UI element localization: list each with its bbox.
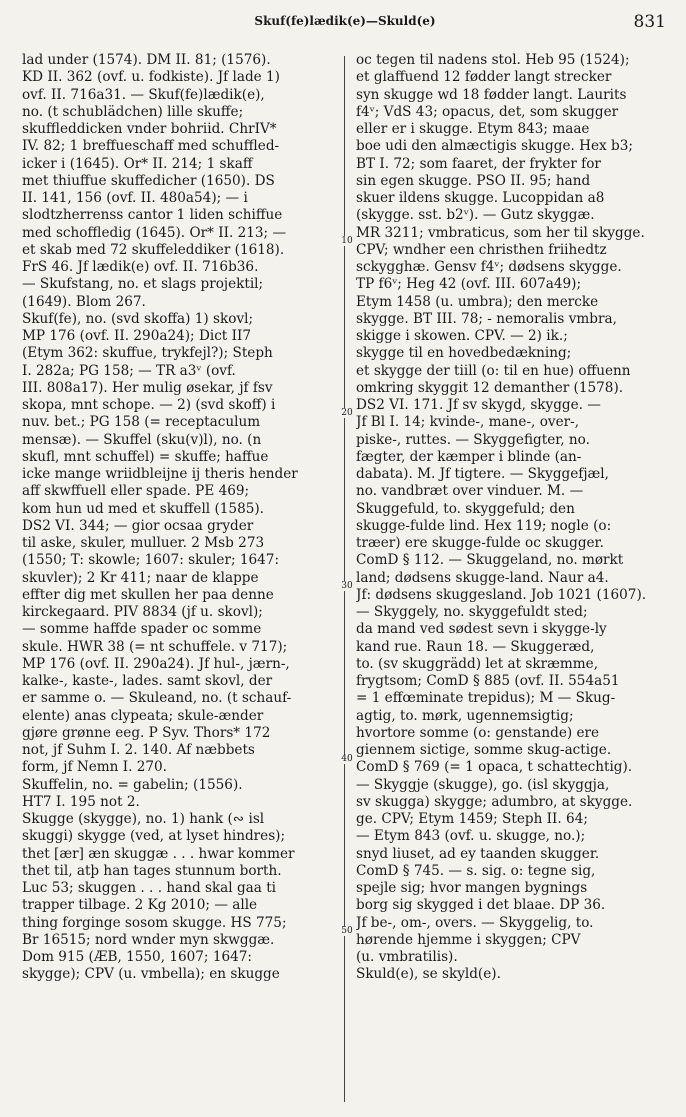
text-line: not, jf Suhm I. 2. 140. Af næbbets <box>22 742 255 758</box>
text-line: kand rue. Raun 18. — Skuggeræd, <box>356 638 595 655</box>
text-line: — Skufstang, no. et slags projektil; <box>22 276 264 293</box>
text-line: træer) ere skugge-fulde oc skugger. <box>356 535 604 551</box>
text-line: et glaffuend 12 fødder langt strecker <box>356 69 612 86</box>
text-line: agtig, to. mørk, ugennemsigtig; <box>356 707 574 724</box>
text-line: skuffleddicken vnder bohriid. ChrIV* <box>22 121 277 137</box>
text-line: skuvler); 2 Kr 411; naar de klappe <box>22 569 259 586</box>
text-line: DS2 VI. 344; — gior ocsaa gryder <box>22 517 254 534</box>
text-line: form, jf Nemn I. 270. <box>22 759 167 776</box>
right-column <box>356 52 672 984</box>
text-line: er samme o. — Skuleand, no. (t schauf- <box>22 690 292 707</box>
text-line: no. (t schublädchen) lille skuffe; <box>22 103 244 120</box>
text-line: spejle sig; hvor mangen bygnings <box>356 880 588 896</box>
text-line: = 1 effœminate trepidus); M — Skug- <box>356 690 616 707</box>
text-line: Jf: dødsens skuggesland. Job 1021 (1607). <box>356 586 647 603</box>
line-number-30: 30 <box>339 581 355 591</box>
text-line: Br 16515; nord wnder myn skwggæ. <box>22 931 275 948</box>
text-line: — Etym 843 (ovf. u. skugge, no.); <box>356 828 586 845</box>
text-line: Jf Bl I. 14; kvinde-, mane-, over-, <box>356 414 580 431</box>
text-line: kom hun ud med et skuffell (1585). <box>22 500 264 517</box>
text-line: et skygge der tiill (o: til en hue) offuenn <box>356 362 631 379</box>
page-header <box>20 14 670 36</box>
text-line: skufl, mnt schuffel) = skuffe; haffue <box>22 448 269 465</box>
text-line: skuggi) skygge (ved, at lyset hindres); <box>22 828 286 845</box>
text-line: sin egen skugge. PSO II. 95; hand <box>356 172 591 189</box>
text-line: hørende hjemme i skyggen; CPV <box>356 931 581 948</box>
text-line: giennem sictige, somme skug-actige. <box>356 742 612 758</box>
text-line: Jf be-, om-, overs. — Skyggelig, to. <box>356 914 594 931</box>
text-line: FrS 46. Jf lædik(e) ovf. II. 716b36. <box>22 259 259 275</box>
text-line: eller er i skugge. Etym 843; maae <box>356 121 590 137</box>
text-line: (1550; T: skowle; 1607: skuler; 1647: <box>22 552 280 569</box>
text-line: frygtsom; ComD § 885 (ovf. II. 554a51 <box>356 673 620 689</box>
text-line: ge. CPV; Etym 1459; Steph II. 64; <box>356 811 588 827</box>
text-line: CPV; wndher een christhen friihedtz <box>356 241 607 258</box>
text-line: ComD § 769 (= 1 opaca, t schattechtig). <box>356 759 633 776</box>
text-line: fægter, der kæmper i blinde (an- <box>356 448 582 465</box>
text-line: III. 808a17). Her mulig øsekar, jf fsv <box>22 379 273 396</box>
text-line: — Skyggje (skugge), go. (isl skyggja, <box>356 776 610 793</box>
text-line: Skuf(fe), no. (svd skoffa) 1) skovl; <box>22 310 254 327</box>
text-line: HT7 I. 195 not 2. <box>22 793 140 810</box>
text-line: lad under (1574). DM II. 81; (1576). <box>22 52 271 68</box>
text-line: ovf. II. 716a31. — Skuf(fe)lædik(e), <box>22 86 265 103</box>
text-line: — Skyggely, no. skyggefuldt sted; <box>356 604 588 620</box>
text-line: aff skwffuell eller spade. PE 469; <box>22 483 250 500</box>
text-line: da mand ved sødest sevn i skygge-ly <box>356 621 607 638</box>
text-line: Skuffelin, no. = gabelin; (1556). <box>22 776 243 793</box>
text-line: Skuld(e), se skyld(e). <box>356 966 501 983</box>
text-line: nuv. bet.; PG 158 (= receptaculum <box>22 414 261 431</box>
line-number-10: 10 <box>339 236 355 246</box>
line-number-20: 20 <box>339 408 355 418</box>
text-line: piske-, ruttes. — Skyggefigter, no. <box>356 431 590 448</box>
text-line: to. (sv skuggrädd) let at skræmme, <box>356 655 599 672</box>
page-number: 831 <box>633 12 666 32</box>
text-line: skygge til en hovedbedækning; <box>356 345 572 362</box>
line-number-50: 50 <box>339 926 355 936</box>
text-line: skopa, mnt schope. — 2) (svd skoff) i <box>22 397 276 413</box>
text-line: KD II. 362 (ovf. u. fodkiste). Jf lade 1) <box>22 69 280 86</box>
text-line: med schoffledig (1645). Or* II. 213; — <box>22 224 287 241</box>
text-line: effter dig met skullen her paa denne <box>22 586 274 603</box>
text-line: met thiuffue skuffedicher (1650). DS <box>22 172 275 189</box>
text-line: Skugge (skygge), no. 1) hank (∾ isl <box>22 811 265 827</box>
text-line: syn skugge wd 18 fødder langt. Laurits <box>356 86 627 103</box>
line-number-40: 40 <box>339 754 355 764</box>
text-line: II. 141, 156 (ovf. II. 480a54); — i <box>22 190 248 206</box>
text-line: snyd liuset, ad ey taanden skugger. <box>356 845 600 862</box>
text-line: (1649). Blom 267. <box>22 293 146 310</box>
text-line: trapper tilbage. 2 Kg 2010; — alle <box>22 897 258 914</box>
text-line: borg sig skygged i det blaae. DP 36. <box>356 897 606 914</box>
text-line: (skygge. sst. b2ᵛ). — Gutz skyggæ. <box>356 207 595 224</box>
text-line: et skab med 72 skuffeleddiker (1618). <box>22 241 285 258</box>
text-line: DS2 VI. 171. Jf sv skygd, skygge. — <box>356 397 601 413</box>
text-line: skigge i skowen. CPV. — 2) ik.; <box>356 328 568 344</box>
text-line: Dom 915 (ÆB, 1550, 1607; 1647: <box>22 949 253 965</box>
text-line: gjøre grønne eeg. P Syv. Thors* 172 <box>22 724 271 741</box>
text-line: sckygghæ. Gensv f4ᵛ; dødsens skygge. <box>356 259 622 275</box>
text-line: thet [ær] æn skuggæ . . . hwar kommer <box>22 845 295 862</box>
text-line: TP f6ᵛ; Heg 42 (ovf. III. 607a49); <box>356 276 582 293</box>
text-line: skygge); CPV (u. vmbella); en skugge <box>22 966 280 983</box>
text-line: hvortore somme (o: genstande) ere <box>356 724 600 741</box>
text-line: thet til, atþ han tages stunnum borth. <box>22 862 282 879</box>
text-line: — somme haffde spader oc somme <box>22 621 262 638</box>
left-column <box>22 52 337 984</box>
text-line: MP 176 (ovf. II. 290a24). Jf hul-, jærn-, <box>22 655 290 672</box>
text-line: icke mange wriidbleijne ij theris hender <box>22 466 298 482</box>
running-head: Skuf(fe)lædik(e)—Skuld(e) <box>254 14 436 28</box>
text-line: skugge-fulde lind. Hex 119; nogle (o: <box>356 517 612 534</box>
text-line: f4ᵛ; VdS 43; opacus, det, som skugger <box>356 103 619 120</box>
text-line: Luc 53; skuggen . . . hand skal gaa ti <box>22 880 277 896</box>
text-line: kirckegaard. PIV 8834 (jf u. skovl); <box>22 604 263 620</box>
text-line: (u. vmbratilis). <box>356 949 458 965</box>
text-line: skygge. BT III. 78; - nemoralis vmbra, <box>356 310 617 327</box>
text-line: Etym 1458 (u. umbra); den mercke <box>356 293 599 310</box>
text-line: ComD § 745. — s. sig. o: tegne sig, <box>356 862 596 879</box>
text-line: IV. 82; 1 breffueschaff med schuffled- <box>22 138 280 155</box>
text-line: sv skugga) skygge; adumbro, at skygge. <box>356 793 633 810</box>
text-line: skuer ildens skugge. Lucoppidan a8 <box>356 190 605 206</box>
text-line: slodtzherrenss cantor 1 liden schiffue <box>22 207 283 224</box>
text-line: MR 3211; vmbraticus, som her til skygge. <box>356 224 645 241</box>
text-line: land; dødsens skugge-land. Naur a4. <box>356 569 609 586</box>
text-line: omkring skyggit 12 demanther (1578). <box>356 379 624 396</box>
text-line: icker i (1645). Or* II. 214; 1 skaff <box>22 155 253 172</box>
text-line: Skuggefuld, to. skyggefuld; den <box>356 500 575 517</box>
text-line: mensæ). — Skuffel (sku(v)l), no. (n <box>22 431 262 448</box>
column-divider <box>344 56 345 1102</box>
text-line: oc tegen til nadens stol. Heb 95 (1524); <box>356 52 630 68</box>
text-line: elente) anas clypeata; skule-ænder <box>22 707 264 724</box>
text-line: (Etym 362: skuffue, trykfejl?); Steph <box>22 345 273 362</box>
text-line: MP 176 (ovf. II. 290a24); Dict II7 <box>22 328 251 344</box>
text-line: thing forginge sosom skugge. HS 775; <box>22 914 287 931</box>
text-line: til aske, skuler, mulluer. 2 Msb 273 <box>22 535 265 551</box>
text-line: ComD § 112. — Skuggeland, no. mørkt <box>356 552 624 569</box>
text-line: I. 282a; PG 158; — TR a3ᵛ (ovf. <box>22 362 236 379</box>
text-line: boe udi den almæctigis skugge. Hex b3; <box>356 138 633 155</box>
text-line: kalke-, kaste-, lades. samt skovl, der <box>22 673 273 689</box>
text-line: no. vandbræt over vinduer. M. — <box>356 483 584 500</box>
text-line: dabata). M. Jf tigtere. — Skyggefjæl, <box>356 466 609 482</box>
text-line: skule. HWR 38 (= nt schuffele. v 717); <box>22 638 288 655</box>
text-line: BT I. 72; som faaret, der frykter for <box>356 155 601 172</box>
